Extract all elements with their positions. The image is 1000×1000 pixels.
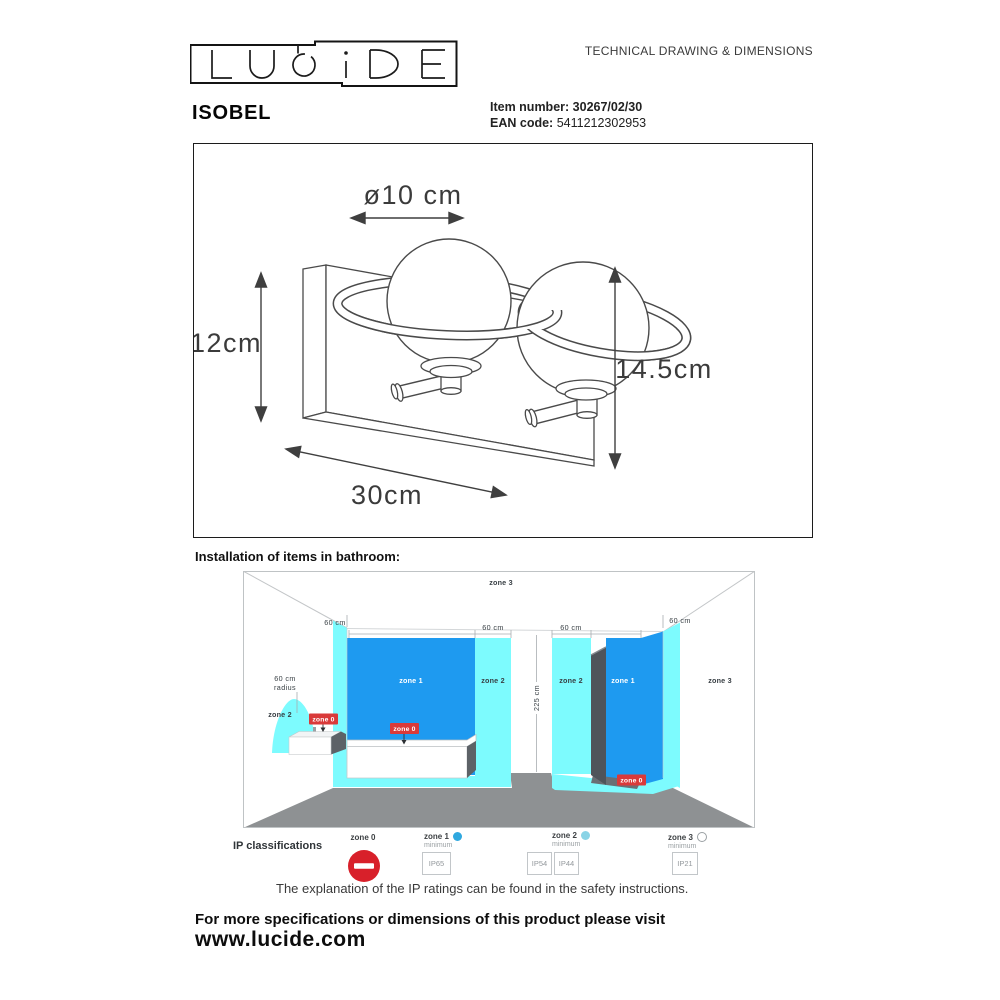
ip-zone0-group [340,833,386,842]
ean-value: 5411212302953 [556,115,647,130]
dimension-height-right-label: 14.5cm [615,354,713,384]
ip-zone0-label: zone 0 [350,833,376,842]
ip-zone3-group [668,832,707,850]
ip-rating-box-ip44: IP44 [554,852,579,875]
dimension-height-left-label: 12cm [194,328,263,358]
logo-i-dot [344,51,348,55]
ean-label: EAN code: [490,115,554,130]
dimension-diameter-label: ø10 cm [363,180,463,210]
radius-label-value: 60 cm [274,674,296,683]
zone2-dot-icon [581,831,590,840]
ip-zone1-minimum: minimum [424,842,453,849]
product-codes [490,100,646,131]
item-number-value: 30267/02/30 [572,100,643,114]
ean-row [490,116,646,132]
logo-frame [191,42,457,87]
ip-rating-box-ip65: IP65 [422,852,451,875]
lamp-sphere-left [387,239,511,363]
lucide-logo [190,40,458,88]
bathroom-zones-diagram [243,571,755,828]
ip-zone2-label: zone 2 [552,831,577,840]
zone2-label-shower: zone 2 [559,676,583,685]
sixty-cm-shower: 60 cm [560,623,582,632]
ip-zone3-label: zone 3 [668,832,693,842]
ip-zone3-minimum: minimum [668,843,697,850]
zone2-left-wall-strip [333,621,347,788]
svg-text:zone 0: zone 0 [312,716,335,724]
ip-zone2-group [552,831,590,848]
plate-left-face [303,265,326,418]
zone2-area-shower [552,638,591,774]
item-number-label: Item number: [490,100,570,114]
shower-panel [591,647,606,785]
lamp-technical-drawing [194,144,812,537]
zone2-label-washbasin: zone 2 [268,710,292,719]
dimension-width-label: 30cm [350,480,424,510]
zone2-label-bathtub: zone 2 [481,676,505,685]
document-title: TECHNICAL DRAWING & DIMENSIONS [584,44,813,58]
ip-note: The explanation of the IP ratings can be found in the safety instructions. [276,881,689,896]
sixty-cm-bathtub: 60 cm [482,623,504,632]
product-name: ISOBEL [192,102,272,124]
ip-rating-box-ip21: IP21 [672,852,698,875]
installation-section-title: Installation of items in bathroom: [195,549,401,564]
svg-text:zone 0: zone 0 [620,777,643,785]
svg-text:zone 0: zone 0 [393,726,416,733]
zone0-badge-shower [617,775,646,786]
zone2-area-bathtub [475,638,511,787]
zone1-label-shower: zone 1 [611,676,635,685]
room-height-label: 225 cm [532,685,541,711]
item-number-row [490,100,646,116]
technical-drawing-panel [193,143,813,538]
ip-rating-box-ip54: IP54 [527,852,552,875]
zone2-right-wall-strip [663,623,680,789]
ip-zone2-minimum: minimum [552,841,581,848]
logo-letters [212,45,445,78]
zone1-area-shower [606,632,663,786]
sixty-cm-right-wall: 60 cm [669,616,691,625]
bathtub [347,735,476,779]
zone3-ceiling-label: zone 3 [489,578,513,587]
ip-classifications-title: IP classifications [233,840,323,852]
sixty-cm-left-wall: 60 cm [324,618,346,627]
zone1-label-bathtub: zone 1 [399,676,423,685]
website-link[interactable]: www.lucide.com [195,928,366,951]
zone3-label-right: zone 3 [708,676,732,685]
ip-zone1-label: zone 1 [424,832,449,841]
ip-zone1-group [424,832,462,849]
radius-label-word: radius [274,683,296,692]
no-entry-icon [348,850,380,882]
zone1-dot-icon [453,832,462,841]
footer-text: For more specifications or dimensions of this product please visit [195,911,666,928]
zone3-dot-icon [697,832,707,842]
